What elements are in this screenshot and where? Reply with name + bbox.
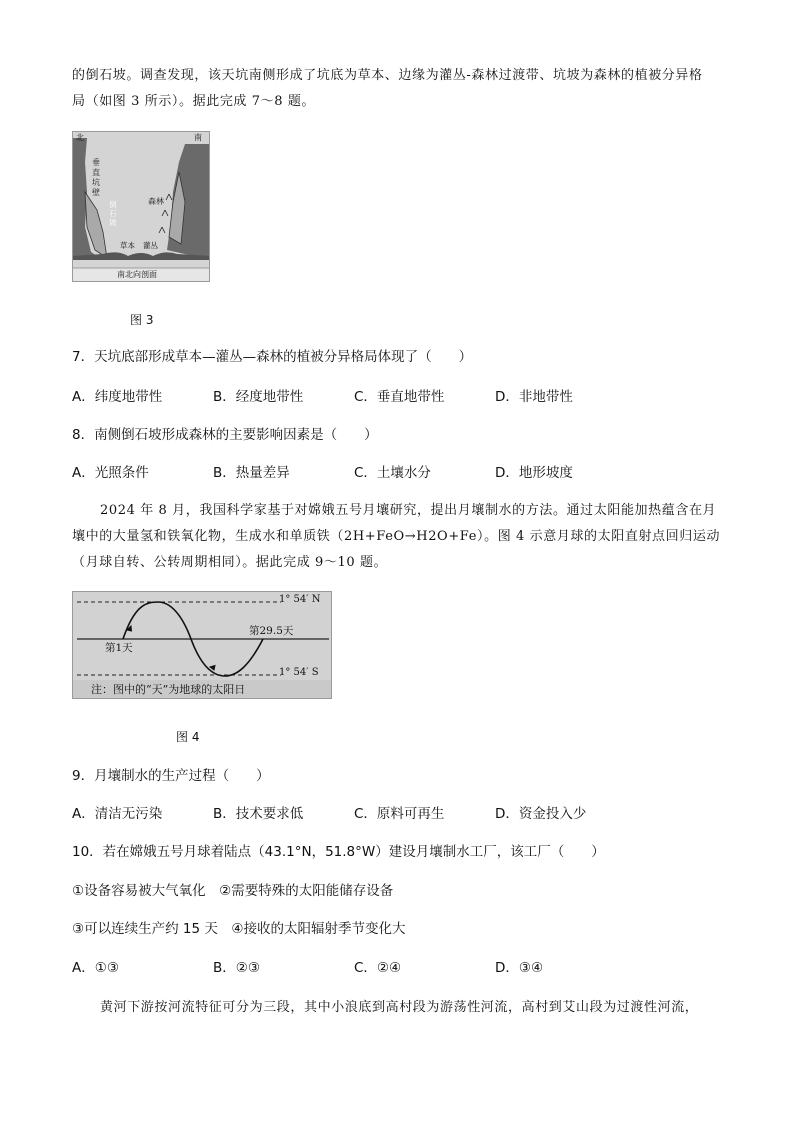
q9-stem: 9．月壤制水的生产过程（ ） bbox=[72, 768, 270, 784]
q10-option-d[interactable]: D．③④ bbox=[495, 960, 544, 976]
figure4-top-lat-label: 1° 54′ N bbox=[279, 594, 321, 605]
intro1-line2: 局（如图 3 所示）。据此完成 7～8 题。 bbox=[72, 94, 316, 109]
figure3-south-label: 南 bbox=[194, 133, 202, 142]
q9-option-d[interactable]: D．资金投入少 bbox=[495, 806, 587, 822]
q9-option-a[interactable]: A．清洁无污染 bbox=[72, 806, 163, 822]
q10-option-b[interactable]: B．②③ bbox=[213, 960, 260, 976]
q7-stem: 7．天坑底部形成草本—灌丛—森林的植被分异格局体现了（ ） bbox=[72, 349, 473, 365]
figure4-day-end-label: 第29.5天 bbox=[249, 625, 294, 637]
q10-option-c[interactable]: C．②④ bbox=[354, 960, 402, 976]
figure3-drawing bbox=[73, 132, 210, 282]
q8-stem: 8．南侧倒石坡形成森林的主要影响因素是（ ） bbox=[72, 427, 378, 443]
q7-option-a[interactable]: A．纬度地带性 bbox=[72, 389, 163, 405]
q7-option-c[interactable]: C．垂直地带性 bbox=[354, 389, 445, 405]
q9-option-c[interactable]: C．原料可再生 bbox=[354, 806, 445, 822]
figure4-day1-label: 第1天 bbox=[105, 642, 133, 654]
figure3-talus-label: 倒石坡 bbox=[109, 200, 117, 227]
q8-option-d[interactable]: D．地形坡度 bbox=[495, 465, 573, 481]
figure3-forest-label: 森林 bbox=[148, 197, 164, 206]
intro2-line3: （月球自转、公转周期相同）。据此完成 9～10 题。 bbox=[72, 555, 388, 570]
intro3-line1: 黄河下游按河流特征可分为三段，其中小浪底到高村段为游荡性河流，高村到艾山段为过渡性河流， bbox=[100, 1000, 699, 1015]
figure3-image bbox=[72, 131, 210, 282]
q8-option-b[interactable]: B．热量差异 bbox=[213, 465, 290, 481]
q10-option-a[interactable]: A．①③ bbox=[72, 960, 119, 976]
figure4-caption: 图 4 bbox=[176, 730, 200, 744]
intro2-line1: 2024 年 8 月，我国科学家基于对嫦娥五号月壤研究，提出月壤制水的方法。通过太阳能加热蕴含在月 bbox=[100, 503, 717, 518]
q8-option-c[interactable]: C．土壤水分 bbox=[354, 465, 431, 481]
figure3-wall-label: 垂直坑壁 bbox=[92, 158, 100, 197]
figure3-caption: 图 3 bbox=[130, 313, 154, 327]
q10-stem: 10．若在嫦娥五号月球着陆点（43.1°N，51.8°W）建设月壤制水工厂，该工厂（ ） bbox=[72, 844, 605, 860]
figure4-image bbox=[72, 591, 332, 699]
figure4-bottom-lat-label: 1° 54′ S bbox=[279, 667, 319, 678]
q10-statement-1: ①设备容易被大气氧化 ②需要特殊的太阳能储存设备 bbox=[72, 883, 394, 899]
q7-option-b[interactable]: B．经度地带性 bbox=[213, 389, 304, 405]
figure3-shrub-label: 灌丛 bbox=[143, 241, 158, 250]
q9-option-b[interactable]: B．技术要求低 bbox=[213, 806, 304, 822]
figure3-grass-label: 草本 bbox=[120, 241, 135, 250]
q10-statement-2: ③可以连续生产约 15 天 ④接收的太阳辐射季节变化大 bbox=[72, 921, 406, 937]
figure3-north-label: 北 bbox=[76, 133, 84, 142]
q7-option-d[interactable]: D．非地带性 bbox=[495, 389, 573, 405]
figure4-note: 注：图中的“天”为地球的太阳日 bbox=[91, 683, 246, 696]
intro1-line1: 的倒石坡。调查发现，该天坑南侧形成了坑底为草本、边缘为灌丛-森林过渡带、坑坡为森林的植被分异格 bbox=[72, 68, 703, 83]
figure3-section-label: 南北向剖面 bbox=[117, 270, 157, 279]
intro2-line2: 壤中的大量氢和铁氧化物，生成水和单质铁（2H+FeO→H2O+Fe）。图 4 示意月球的太阳直射点回归运动 bbox=[72, 529, 721, 544]
q8-option-a[interactable]: A．光照条件 bbox=[72, 465, 149, 481]
